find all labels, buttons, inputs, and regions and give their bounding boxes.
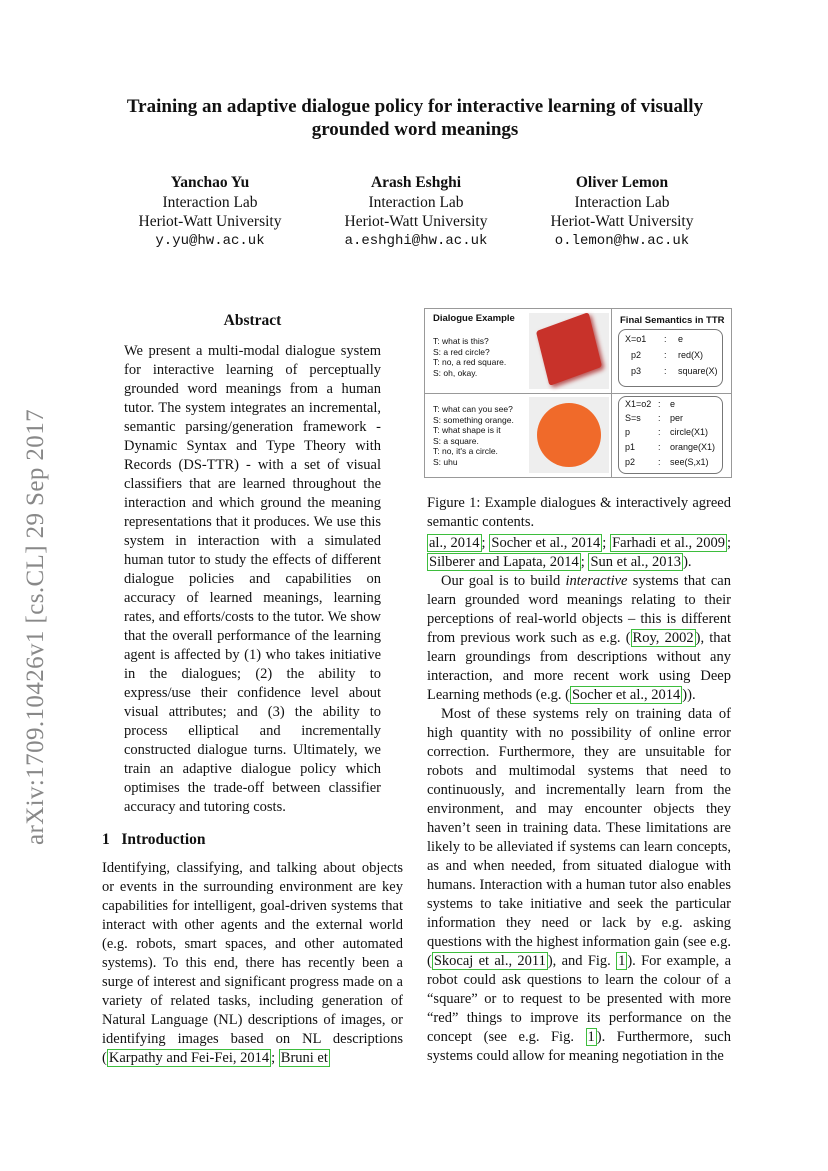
citation-link[interactable]: al., 2014 (429, 535, 480, 551)
author-uni: Heriot-Watt University (550, 213, 694, 230)
intro-paragraph-2: Our goal is to build interactive systems that can learn grounded word meanings relating to their perceptions of real-world objects – this is different from previous work such as e.g. ( Roy, 2002 ), that learn groundings from descriptions without any interaction, and more recent work using Deep Learning methods (e.g. ( Socher et al., 2014 )). (427, 573, 732, 703)
author-2 (321, 173, 511, 251)
author-lab: Interaction Lab (368, 193, 464, 211)
intro-paragraph-1: Identifying, classifying, and talking about objects or events in the surrounding environment are key capabilities for intelligent, goal-driven systems that interact with other agents and the external world (e.g. robots, smart spaces, and other automated systems). To this end, there has recently been a surge of interest and significant progress made on a variety of related tasks, including generation of Natural Language (NL) descriptions of images, or identifying images based on NL descriptions ( Karpathy and Fei-Fei, 2014 ; Bruni et (102, 860, 403, 1066)
citation-link[interactable]: Bruni et (280, 1050, 328, 1066)
author-email[interactable]: a.eshghi@hw.ac.uk (344, 232, 488, 249)
abstract-heading: Abstract (223, 312, 282, 329)
author-name: Arash Eshghi (370, 174, 462, 191)
author-uni: Heriot-Watt University (138, 213, 282, 230)
figure-right-title: Final Semantics in TTR (620, 315, 725, 326)
author-3 (527, 173, 717, 251)
citation-link[interactable]: Silberer and Lapata, 2014 (429, 554, 579, 570)
arxiv-stamp: arXiv:1709.10426v1 [cs.CL] 29 Sep 2017 (22, 409, 49, 845)
dialogue-2: T: what can you see? S: something orange. T: what shape is it S: a square. T: no, it's a circle. S: uhu (433, 404, 514, 467)
author-email[interactable]: o.lemon@hw.ac.uk (554, 232, 690, 249)
author-1 (115, 173, 305, 251)
intro-paragraph-3: Most of these systems rely on training data of high quantity with no possibility of online error correction. Furthermore, they are unsuitable for robots and multimodal systems that need to continuously, and incrementally learn from the environment, and may encounter objects they haven’t seen in training data. These limitations are likely to be alleviated if systems can learn concepts, as and when needed, from situated dialogue with humans. Interaction with a human tutor also enables systems to take initiative and seek the particular information they need or lack by e.g. asking questions with the highest information gain (see e.g. ( Skocaj et al., 2011 ), and Fig. 1 ). For example, a robot could ask questions to learn the colour of a “square” or to request to be presented with more “red” things to improve its performance on the concept (see e.g. Fig. 1 ). Furthermore, such systems could allow for meaning negotiation in the (427, 706, 732, 1064)
title-line-2: grounded word meanings (311, 119, 519, 140)
right-column (427, 494, 731, 1066)
citation-link[interactable]: Skocaj et al., 2011 (433, 953, 546, 969)
author-lab: Interaction Lab (574, 193, 670, 211)
red-square-image (529, 313, 609, 389)
author-lab: Interaction Lab (162, 193, 258, 211)
citation-link[interactable]: Karpathy and Fei-Fei, 2014 (108, 1050, 270, 1066)
citation-link[interactable]: Sun et al., 2013 (590, 554, 682, 570)
section-title: Introduction (121, 831, 206, 848)
citation-link[interactable]: Socher et al., 2014 (491, 535, 601, 551)
citation-link[interactable]: Farhadi et al., 2009 (612, 535, 725, 551)
title-line-1: Training an adaptive dialogue policy for interactive learning of visually (126, 96, 704, 117)
section-number: 1 (102, 831, 110, 848)
paper-title (80, 95, 750, 141)
citation-link[interactable]: Roy, 2002 (632, 630, 694, 646)
author-name: Yanchao Yu (170, 174, 250, 191)
figure-left-title: Dialogue Example (433, 313, 515, 324)
left-column (102, 311, 403, 1068)
figure-reference-link[interactable]: 1 (587, 1029, 595, 1045)
section-heading (102, 830, 403, 849)
citation-link[interactable]: Socher et al., 2014 (571, 687, 681, 703)
abstract-text: We present a multi-modal dialogue system for interactive learning of perceptually grounded word meanings from a human tutor. The system integrates an incremental, semantic parsing/generation framework - Dynamic Syntax and Type Theory with Records (DS-TTR) - with a set of visual classifiers that are learned throughout the interaction and which ground the meaning representations that it produces. We use this system in interaction with a simulated human tutor to study the effects of different dialogue policies and capabilities on accuracy of learned meanings, learning rates, and efforts/costs to the tutor. We show that the overall performance of the learning agent is affected by (1) who takes initiative in the dialogues; (2) the ability to express/use their confidence level about visual attributes; and (3) the ability to process elliptical and incrementally constructed dialogue turns. Ultimately, we train an adaptive dialogue policy which optimises the trade-off between classifier accuracy and tutoring costs. (124, 343, 381, 815)
dialogue-1: T: what is this? S: a red circle? T: no, a red square. S: oh, okay. (433, 336, 507, 378)
figure-1: Dialogue Example Final Semantics in TTR T: what is this? S: a red circle? T: no, a red square. S: oh, okay. T: what can you see? S: something orange. T: what shape is it S: a square. T: no, it's a circle. S: uhu X=o1 : e p2 : red(X) p3 : square(X) X1=o2 : e S=s : per p : circle(X1) p1 : orange(X1) p2 : see(S,x1) (424, 308, 732, 478)
author-name: Oliver Lemon (575, 174, 669, 191)
author-uni: Heriot-Watt University (344, 213, 488, 230)
figure-reference-link[interactable]: 1 (618, 953, 626, 969)
orange-circle-image (529, 397, 609, 473)
author-email[interactable]: y.yu@hw.ac.uk (155, 232, 265, 249)
citation-continuation: al., 2014 ; Socher et al., 2014 ; Farhadi et al., 2009 ; Silberer and Lapata, 2014 ; Sun et al., 2013 ). (429, 535, 732, 570)
figure-caption: Figure 1: Example dialogues & interactively agreed semantic contents. (427, 495, 731, 530)
